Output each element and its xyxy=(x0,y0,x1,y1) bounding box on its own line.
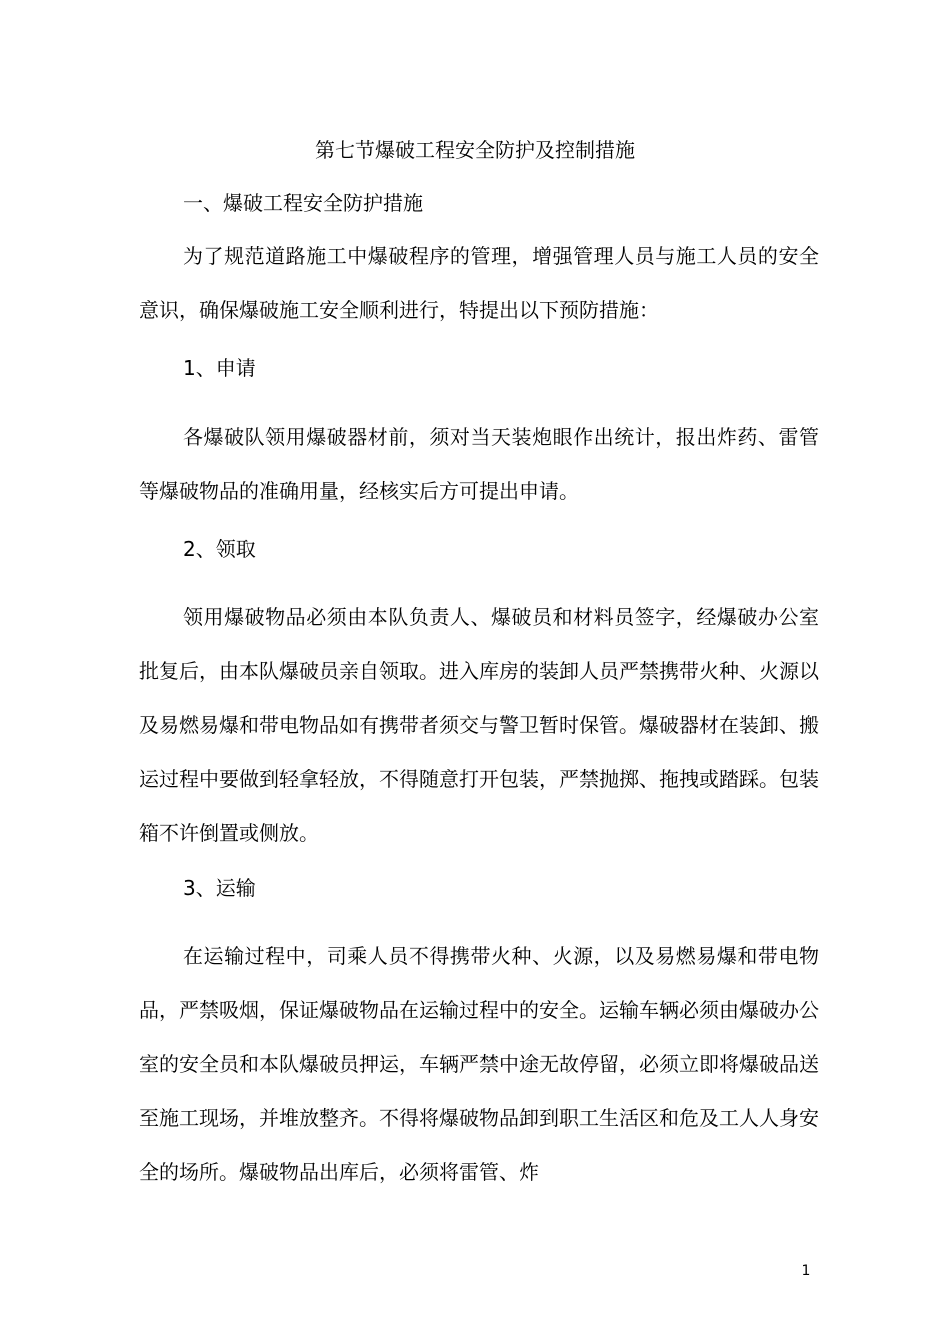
item-body-transport: 在运输过程中，司乘人员不得携带火种、火源，以及易燃易爆和带电物品，严禁吸烟，保证爆破物品在运输过程中的安全。运输车辆必须由爆破办公室的安全员和本队爆破员押运，车辆严禁中途无故停留，必须立即将爆破品送至施工现场，并堆放整齐。不得将爆破物品卸到职工生活区和危及工人人身安全的场所。爆破物品出库后，必须将雷管、炸 xyxy=(139,944,819,1184)
item-body-apply: 各爆破队领用爆破器材前，须对当天装炮眼作出统计，报出炸药、雷管等爆破物品的准确用量，经核实后方可提出申请。 xyxy=(139,425,819,503)
section-heading: 一、爆破工程安全防护措施 xyxy=(183,191,423,215)
document-title: 第七节爆破工程安全防护及控制措施 xyxy=(315,138,635,162)
item-body-collect: 领用爆破物品必须由本队负责人、爆破员和材料员签字，经爆破办公室批复后，由本队爆破员亲自领取。进入库房的装卸人员严禁携带火种、火源以及易燃易爆和带电物品如有携带者须交与警卫暂时保管。爆破器材在装卸、搬运过程中要做到轻拿轻放，不得随意打开包装，严禁抛掷、拖拽或踏踩。包装箱不许倒置或侧放。 xyxy=(139,605,819,845)
item-heading-collect: 2、领取 xyxy=(183,537,256,561)
item-heading-transport: 3、运输 xyxy=(183,876,256,900)
intro-paragraph: 为了规范道路施工中爆破程序的管理，增强管理人员与施工人员的安全意识，确保爆破施工安全顺利进行，特提出以下预防措施： xyxy=(139,244,819,322)
page-number: 1 xyxy=(801,1263,811,1279)
item-heading-apply: 1、申请 xyxy=(183,356,256,380)
